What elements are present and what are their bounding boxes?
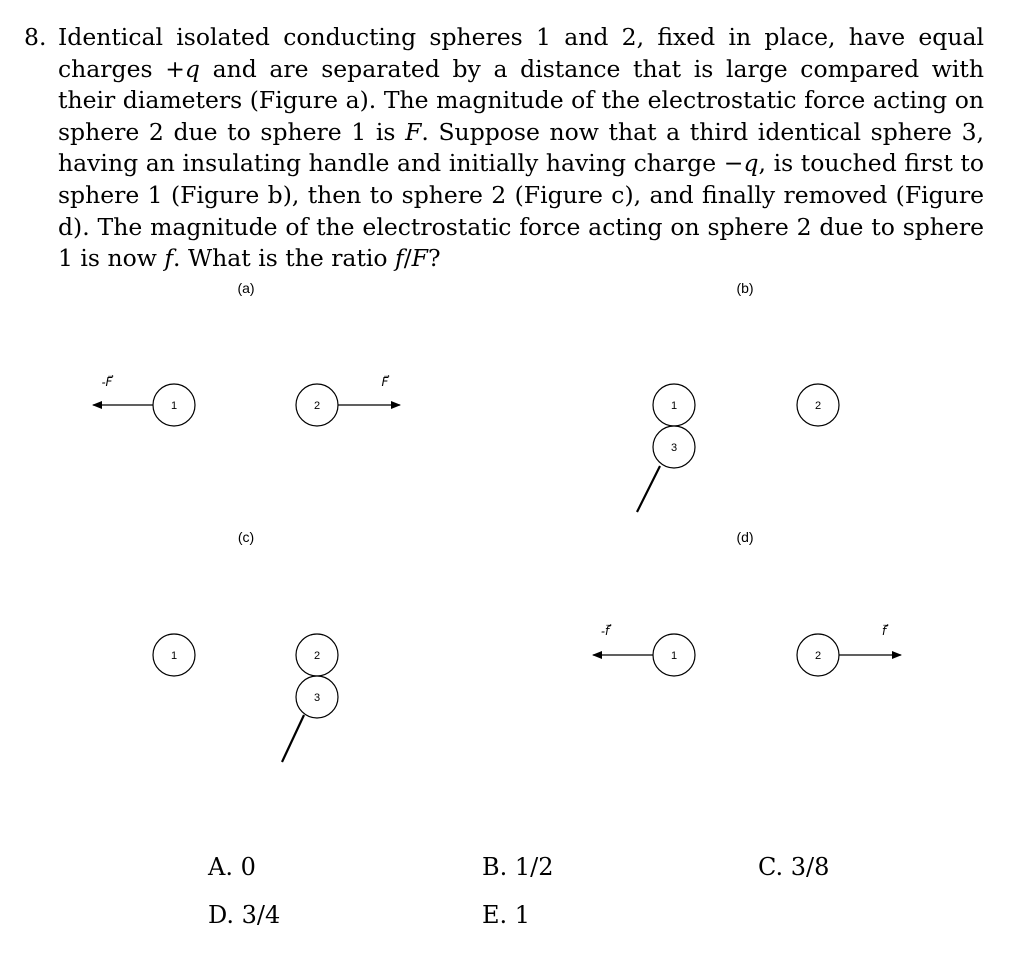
sphere-1-label: 1 bbox=[670, 400, 678, 412]
math-variable: F bbox=[411, 244, 428, 273]
sphere-3-label: 3 bbox=[670, 442, 678, 454]
text-segment: / bbox=[403, 244, 412, 273]
panel-d-label: (d) bbox=[736, 529, 754, 545]
panel-d bbox=[593, 529, 901, 676]
sphere-1-label: 1 bbox=[170, 400, 178, 412]
panel-a bbox=[93, 280, 400, 426]
math-variable: f bbox=[164, 244, 174, 273]
math-variable: q bbox=[743, 149, 759, 178]
choice-b[interactable]: B. 1/2 bbox=[482, 853, 554, 881]
text-segment: and are separated by a distance that is large compared with their diameters (Figure a). The magnitude of the electrostatic force acting on sphere 2 due to sphere 1 is bbox=[58, 54, 984, 146]
panel-b-label: (b) bbox=[736, 280, 754, 296]
sphere-2-label: 2 bbox=[814, 400, 822, 412]
force-label-f: f⃗ bbox=[881, 624, 887, 638]
panel-b bbox=[637, 280, 839, 512]
sphere-2-label: 2 bbox=[313, 650, 321, 662]
insulating-handle bbox=[637, 466, 660, 512]
text-segment: ? bbox=[427, 244, 441, 273]
force-label-F: F⃗ bbox=[381, 375, 389, 389]
panel-c-label: (c) bbox=[237, 529, 255, 545]
problem-number: 8. bbox=[24, 23, 47, 51]
choice-d[interactable]: D. 3/4 bbox=[208, 901, 281, 929]
force-label-neg-F: -F⃗ bbox=[101, 375, 113, 389]
sphere-2-label: 2 bbox=[313, 400, 321, 412]
text-segment: , is touched first to sphere 1 (Figure b), then to sphere 2 (Figure c), and finally removed (Figure d). The magnitude of the electrostatic force acting on sphere 2 due to sphere 1 is now bbox=[58, 149, 984, 273]
force-label-neg-f: -f⃗ bbox=[600, 624, 610, 638]
sphere-3-label: 3 bbox=[313, 692, 321, 704]
text-segment: . What is the ratio bbox=[173, 244, 396, 273]
text-segment: Identical isolated conducting spheres 1 and 2, fixed in place, have equal charges + bbox=[58, 23, 984, 83]
panel-a-label: (a) bbox=[237, 280, 255, 296]
choice-a[interactable]: A. 0 bbox=[208, 853, 256, 881]
sphere-1-label: 1 bbox=[670, 650, 678, 662]
math-variable: f bbox=[395, 244, 404, 273]
math-variable: q bbox=[184, 54, 200, 83]
choice-e[interactable]: E. 1 bbox=[482, 901, 531, 929]
panel-c bbox=[153, 529, 338, 762]
sphere-2-label: 2 bbox=[814, 650, 822, 662]
sphere-1-label: 1 bbox=[170, 650, 178, 662]
choice-c[interactable]: C. 3/8 bbox=[758, 853, 830, 881]
text-segment: . Suppose now that a third identical sphere 3, having an insulating handle and initially having charge − bbox=[58, 117, 984, 178]
insulating-handle bbox=[282, 715, 304, 762]
math-variable: F bbox=[405, 117, 422, 146]
